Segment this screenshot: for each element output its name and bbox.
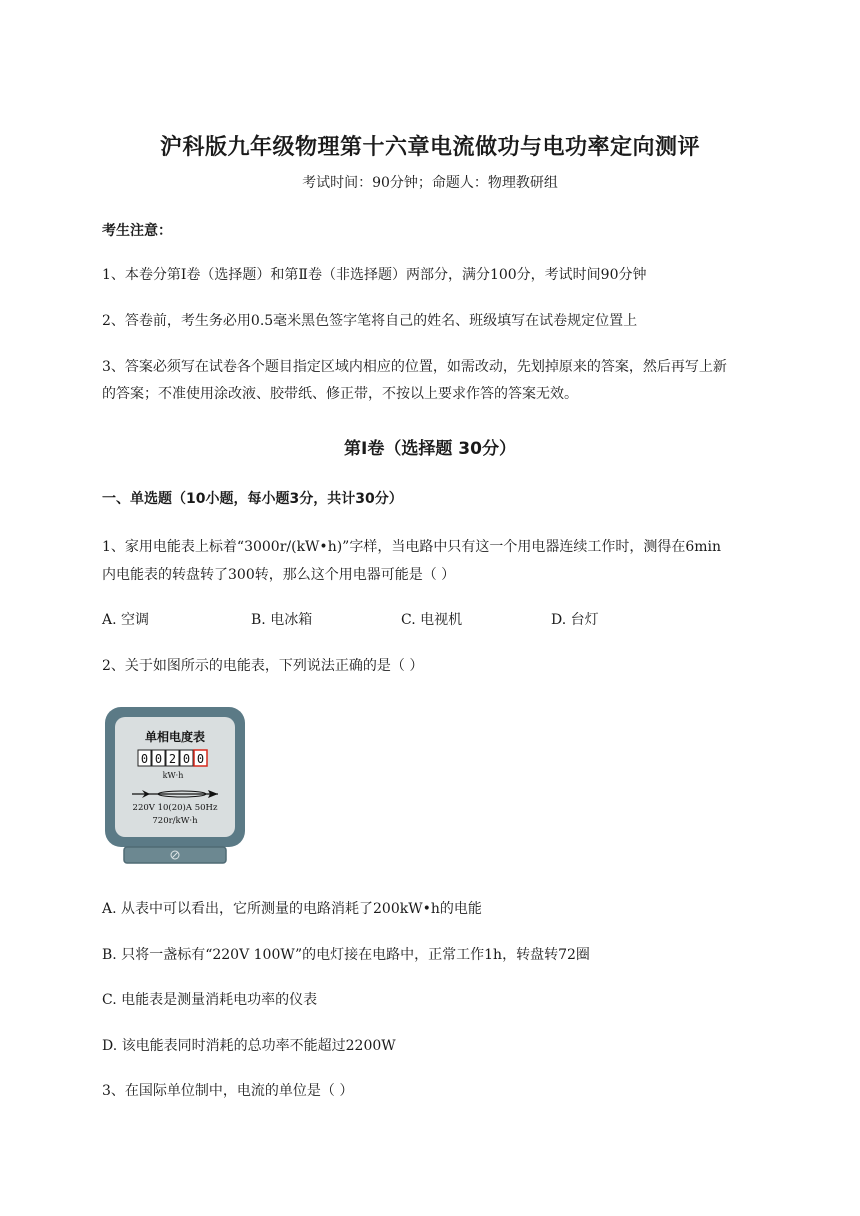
notice-item: 1、本卷分第Ⅰ卷（选择题）和第Ⅱ卷（非选择题）两部分，满分100分，考试时间90分钟: [102, 267, 647, 283]
electric-meter-figure: [102, 704, 248, 866]
question-2-option-b: B. 只将一盏标有“220V 100W”的电灯接在电路中，正常工作1h，转盘转72圈: [102, 947, 590, 963]
question-2-option-d: D. 该电能表同时消耗的总功率不能超过2200W: [102, 1038, 396, 1054]
notice-heading: 考生注意：: [102, 223, 172, 239]
meter-digit: 0: [182, 752, 191, 766]
notice-item: 2、答卷前，考生务必用0.5毫米黑色签字笔将自己的姓名、班级填写在试卷规定位置上: [102, 313, 638, 329]
meter-spec-constant: 720r/kW·h: [152, 816, 198, 826]
question-2-option-c: C. 电能表是测量消耗电功率的仪表: [102, 992, 318, 1008]
meter-spec-rating: 220V 10(20)A 50Hz: [132, 803, 218, 813]
meter-digit: 0: [154, 752, 163, 766]
meter-digit: 0: [196, 752, 205, 766]
meter-digit: 0: [140, 752, 149, 766]
page-subtitle: 考试时间：90分钟；命题人：物理教研组: [302, 175, 558, 191]
question-1-option-a: A. 空调: [102, 612, 150, 628]
question-2-option-a: A. 从表中可以看出，它所测量的电路消耗了200kW•h的电能: [102, 901, 482, 917]
page-title: 沪科版九年级物理第十六章电流做功与电功率定向测评: [159, 135, 700, 160]
notice-item-continued: 的答案；不准使用涂改液、胶带纸、修正带，不按以上要求作答的答案无效。: [102, 386, 578, 402]
question-1-stem-continued: 内电能表的转盘转了300转，那么这个用电器可能是（ ）: [102, 567, 456, 583]
question-2-stem: 2、关于如图所示的电能表，下列说法正确的是（ ）: [102, 658, 424, 674]
section-title: 第Ⅰ卷（选择题 30分）: [344, 439, 516, 459]
meter-digit: 2: [168, 752, 177, 766]
part-heading: 一、单选题（10小题，每小题3分，共计30分）: [102, 491, 403, 507]
question-1-option-b: B. 电冰箱: [251, 612, 313, 628]
question-1-option-d: D. 台灯: [551, 612, 599, 628]
notice-item: 3、答案必须写在试卷各个题目指定区域内相应的位置，如需改动，先划掉原来的答案，然后再写上新: [102, 359, 727, 375]
question-1-stem: 1、家用电能表上标着“3000r/(kW•h)”字样，当电路中只有这一个用电器连续工作时，测得在6min: [102, 539, 722, 555]
meter-label: 单相电度表: [144, 730, 206, 744]
question-3-stem: 3、在国际单位制中，电流的单位是（ ）: [102, 1083, 354, 1099]
meter-unit: kW·h: [162, 771, 184, 780]
question-1-option-c: C. 电视机: [401, 612, 463, 628]
